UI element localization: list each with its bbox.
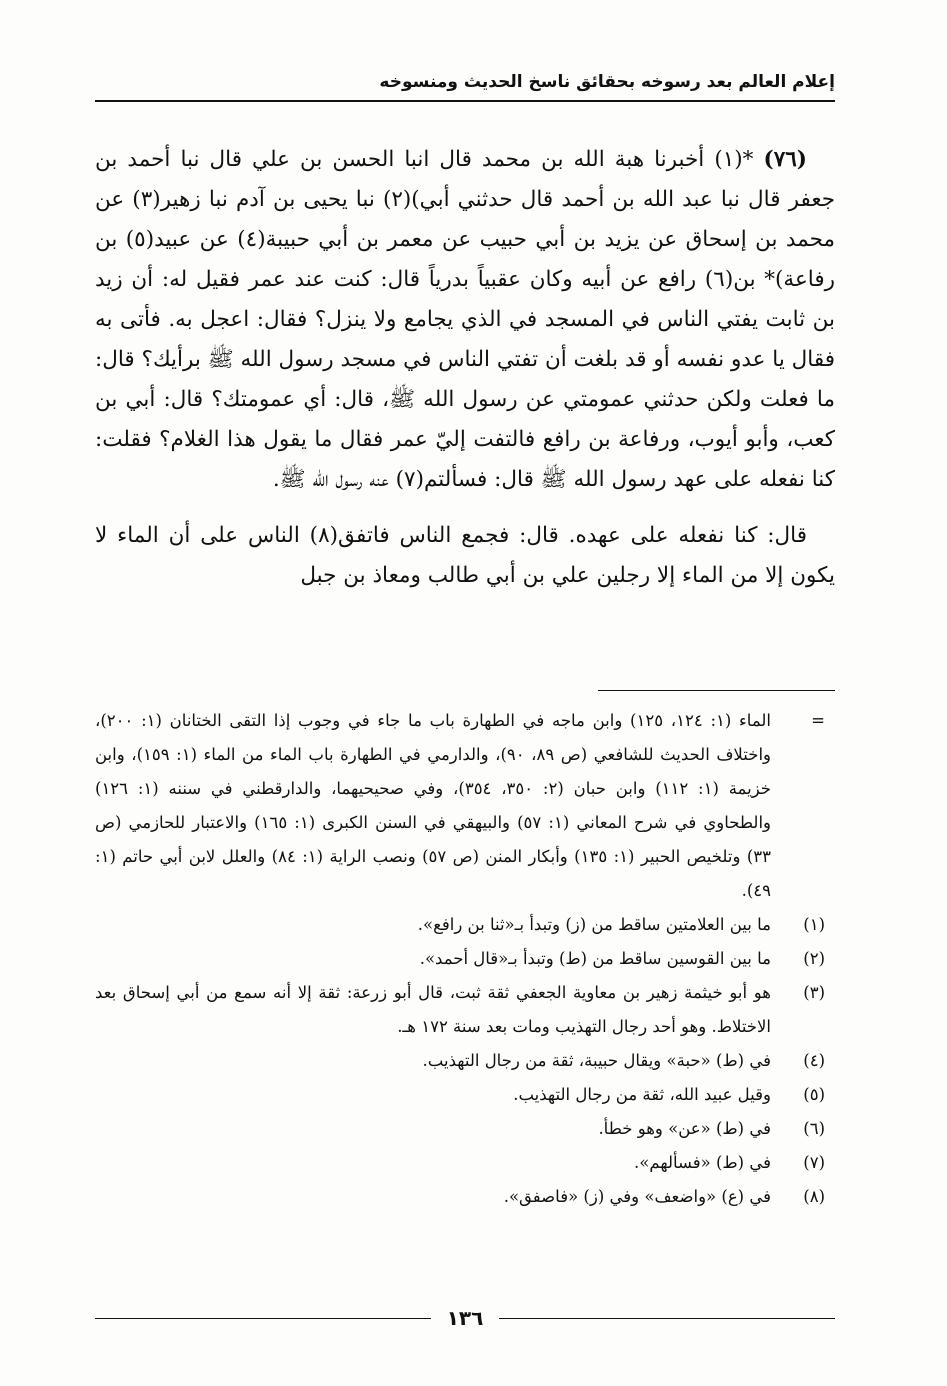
footnote-2 <box>95 942 835 976</box>
footnote-mark: (٢) <box>803 949 825 968</box>
footnote-7 <box>95 1146 835 1180</box>
footnote-text: ما بين القوسين ساقط من (ط) وتبدأ بـ«قال أحمد». <box>419 949 771 968</box>
footnote-continuation <box>95 704 835 908</box>
page-footer <box>95 1303 835 1333</box>
footnote-text: في (ع) «واضعف» وفي (ز) «فاصفق». <box>503 1187 771 1206</box>
footnote-text: في (ط) «فسألهم». <box>634 1153 771 1172</box>
footnote-text: الماء (١: ١٢٤، ١٢٥) وابن ماجه في الطهارة باب ما جاء في وجوب إذا التقى الختانان (١: ٢٠٠)، واختلاف الحديث للشافعي (ص ٨٩، ٩٠)، والدارمي في الطهارة باب الماء من الماء (١: ١٥٩)، وابن خزيمة (١: ١١٢) وابن حبان (٢: ٣٥٠، ٣٥٤)، وفي صحيحيهما، والدارقطني في سننه (١: ١٢٦) والطحاوي في شرح المعاني (١: ٥٧) والبيهقي في السنن الكبرى (١: ١٦٥) والاعتبار للحازمي (ص ٣٣) وتلخيص الحبير (١: ١٣٥) وأبكار المنن (ص ٥٧) ونصب الراية (١: ٨٤) والعلل لابن أبي حاتم (١: ٤٩). <box>95 711 772 900</box>
paragraph-2: قال: كنا نفعله على عهده. قال: فجمع الناس فاتفق(٨) الناس على أن الماء لا يكون إلا من الماء إلا رجلين علي بن أبي طالب ومعاذ بن جبل <box>95 523 835 588</box>
footnote-separator <box>598 690 835 691</box>
footnote-text: في (ط) «عن» وهو خطأ. <box>598 1119 771 1138</box>
footnote-mark: (٣) <box>803 983 825 1002</box>
footnote-mark: (٨) <box>803 1187 825 1206</box>
footnote-4 <box>95 1044 835 1078</box>
header-rule <box>95 100 835 102</box>
footnote-mark: (٤) <box>803 1051 825 1070</box>
footnote-text: هو أبو خيثمة زهير بن معاوية الجعفي ثقة ثبت، قال أبو زرعة: ثقة إلا أنه سمع من أبي إسحاق بعد الاختلاط. وهو أحد رجال التهذيب ومات بعد سنة ١٧٢ هـ. <box>95 983 771 1036</box>
footer-rule-right <box>499 1318 835 1319</box>
footnote-5 <box>95 1078 835 1112</box>
footnote-1 <box>95 908 835 942</box>
footnote-text: في (ط) «حبة» ويقال حبيبة، ثقة من رجال التهذيب. <box>422 1051 771 1070</box>
footnotes <box>95 704 835 1214</box>
footnote-mark: = <box>811 711 825 730</box>
footnote-mark: (١) <box>803 915 825 934</box>
page-number: ١٣٦ <box>446 1306 484 1330</box>
hadith-number: (٧٦) <box>763 147 807 172</box>
footnote-mark: (٧) <box>803 1153 825 1172</box>
footnote-mark: (٥) <box>803 1085 825 1104</box>
footnote-text: ما بين العلامتين ساقط من (ز) وتبدأ بـ«ثنا بن رافع». <box>417 915 771 934</box>
paragraph-1-text: *(١) أخبرنا هبة الله بن محمد قال انبا الحسن بن علي قال نبا أحمد بن جعفر قال نبا عبد الله بن أحمد قال حدثني أبي)(٢) نبا يحيى بن آدم نبا زهير(٣) عن محمد بن إسحاق عن يزيد بن أبي حبيب عن معمر بن أبي حبيبة(٤) عن عبيد(٥) بن رفاعة)* بن(٦) رافع عن أبيه وكان عقبياً بدرياً قال: كنت عند عمر فقيل له: أن زيد بن ثابت يفتي الناس في المسجد في الذي يجامع ولا ينزل؟ فقال: اعجل به. فأتى به فقال يا عدو نفسه أو قد بلغت أن تفتي الناس في مسجد رسول الله ﷺ برأيك؟ قال: ما فعلت ولكن حدثني عمومتي عن رسول الله ﷺ، قال: أي عمومتك؟ قال: أبي بن كعب، وأبو أيوب، ورفاعة بن رافع فالتفت إليّ عمر فقال ما يقول هذا الغلام؟ فقلت: كنا نفعله على عهد رسول الله ﷺ قال: فسألتم(٧) عنه رسول الله ﷺ. <box>95 147 835 492</box>
footer-rule-left <box>95 1318 431 1319</box>
running-head: إعلام العالم بعد رسوخه بحقائق ناسخ الحديث ومنسوخه <box>379 72 835 92</box>
footnote-text: وقيل عبيد الله، ثقة من رجال التهذيب. <box>513 1085 771 1104</box>
main-text <box>95 140 835 596</box>
footnote-3 <box>95 976 835 1044</box>
paragraph-1 <box>95 140 835 500</box>
footnote-8 <box>95 1180 835 1214</box>
footnote-6 <box>95 1112 835 1146</box>
footnote-mark: (٦) <box>803 1119 825 1138</box>
